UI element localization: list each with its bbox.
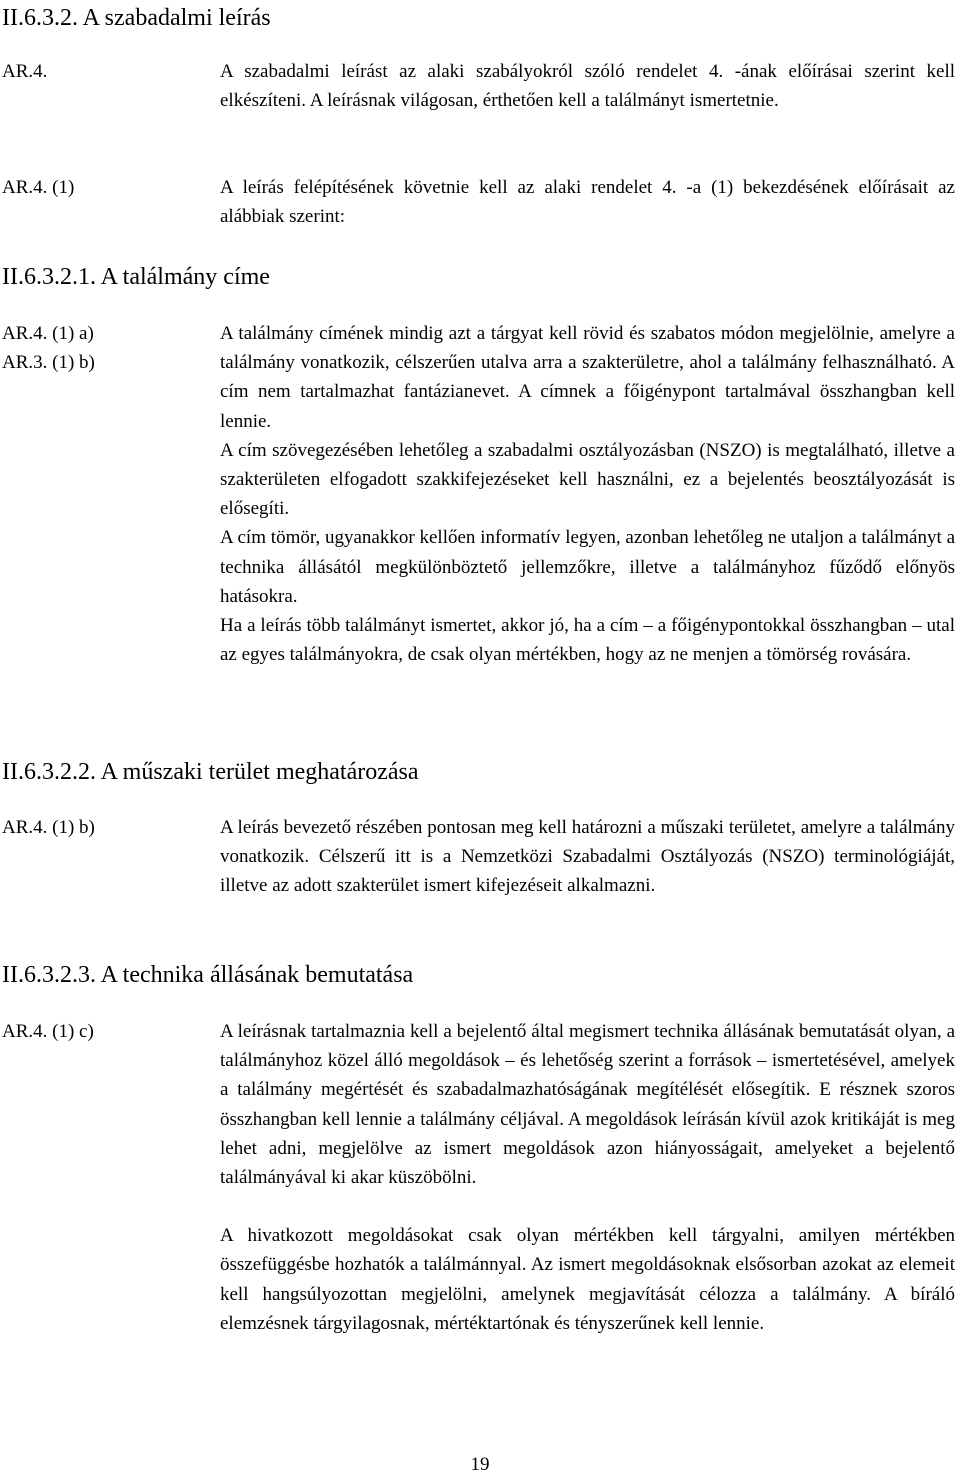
reference-label: AR.3. (1) b) <box>2 352 95 373</box>
reference-label: AR.4. (1) c) <box>2 1021 94 1042</box>
legal-reference <box>2 173 212 202</box>
paragraph: A találmány címének mindig azt a tárgyat kell rövid és szabatos módon megjelölnie, amelyre a találmány vonatkozik, célszerűen utalva arra a szakterületre, ahol a találmány felhasználható. A cím nem tartalmazhat fantázianevet. A címnek a főigénypont tartalmával összhangban kell lennie. <box>220 323 955 432</box>
legal-reference <box>2 813 212 842</box>
subsection-title: II.6.3.2.2. A műszaki terület meghatározása <box>2 759 419 785</box>
reference-label: AR.4. (1) a) <box>2 323 94 344</box>
legal-reference <box>2 57 212 86</box>
paragraph-group <box>220 319 955 669</box>
paragraph-group <box>220 57 955 115</box>
legal-reference <box>2 1017 212 1046</box>
paragraph: A leírás bevezető részében pontosan meg kell határozni a műszaki területet, amelyre a találmány vonatkozik. Célszerű itt is a Nemzetközi Szabadalmi Osztályozás (NSZO) terminológiáját, illetve az adott szakterület ismert kifejezéseit alkalmazni. <box>220 817 955 897</box>
paragraph: A leírás felépítésének követnie kell az alaki rendelet 4. -a (1) bekezdésének előírásait az alábbiak szerint: <box>220 177 955 228</box>
paragraph-group <box>220 1017 955 1338</box>
paragraph: A cím tömör, ugyanakkor kellően informatív legyen, azonban lehetőleg ne utaljon a találmányt a technika állásától megkülönböztető jellemzőkre, illetve a találmányhoz fűződő előnyös hatásokra. <box>220 527 955 607</box>
reference-label: AR.4. (1) <box>2 177 75 198</box>
paragraph: Ha a leírás több találmányt ismertet, akkor jó, ha a cím – a főigénypontokkal összhangban – utal az egyes találmányokra, de csak olyan mértékben, hogy az ne menjen a tömörség rovására. <box>220 615 955 666</box>
subsection-title: II.6.3.2.1. A találmány címe <box>2 264 270 290</box>
legal-reference <box>2 319 212 377</box>
paragraph: A szabadalmi leírást az alaki szabályokról szóló rendelet 4. -ának előírásai szerint kell elkészíteni. A leírásnak világosan, érthetően kell a találmányt ismertetnie. <box>220 61 955 112</box>
reference-label: AR.4. <box>2 61 48 82</box>
paragraph: A cím szövegezésében lehetőleg a szabadalmi osztályozásban (NSZO) is megtalálható, illetve a szakterületen elfogadott szakkifejezéseket kell használni, ez a bejelentés beosztályozását is elősegíti. <box>220 439 955 520</box>
reference-label: AR.4. (1) b) <box>2 817 95 838</box>
page-number: 19 <box>470 1454 490 1475</box>
paragraph: A hivatkozott megoldásokat csak olyan mértékben kell tárgyalni, amilyen mértékben összefüggésbe hozhatók a találmánnyal. Az ismert megoldásoknak elsősorban azokat az elemeit kell hangsúlyozottan megjelölni, amelynek megjavítását célozza a találmány. A bíráló elemzésnek tárgyilagosnak, mértéktartónak és tényszerűnek kell lennie. <box>220 1225 955 1334</box>
section-title: II.6.3.2. A szabadalmi leírás <box>2 5 271 31</box>
paragraph: A leírásnak tartalmaznia kell a bejelentő által megismert technika állásának bemutatását olyan, a találmányhoz közel álló megoldások – és lehetőség szerint a források – ismertetésével, amelyek a találmány megértését és szabadalmazhatóságának megítélését elősegítik. E résznek szoros összhangban kell lennie a találmány céljával. A megoldások leírásán kívül azok kritikáját is meg lehet adni, megjelölve az ismert megoldások azon hiányosságait, amelyeket a bejelentő találmányával ki akar küszöbölni. <box>220 1021 955 1189</box>
subsection-title: II.6.3.2.3. A technika állásának bemutatása <box>2 962 414 988</box>
paragraph-group <box>220 813 955 901</box>
paragraph-group <box>220 173 955 231</box>
